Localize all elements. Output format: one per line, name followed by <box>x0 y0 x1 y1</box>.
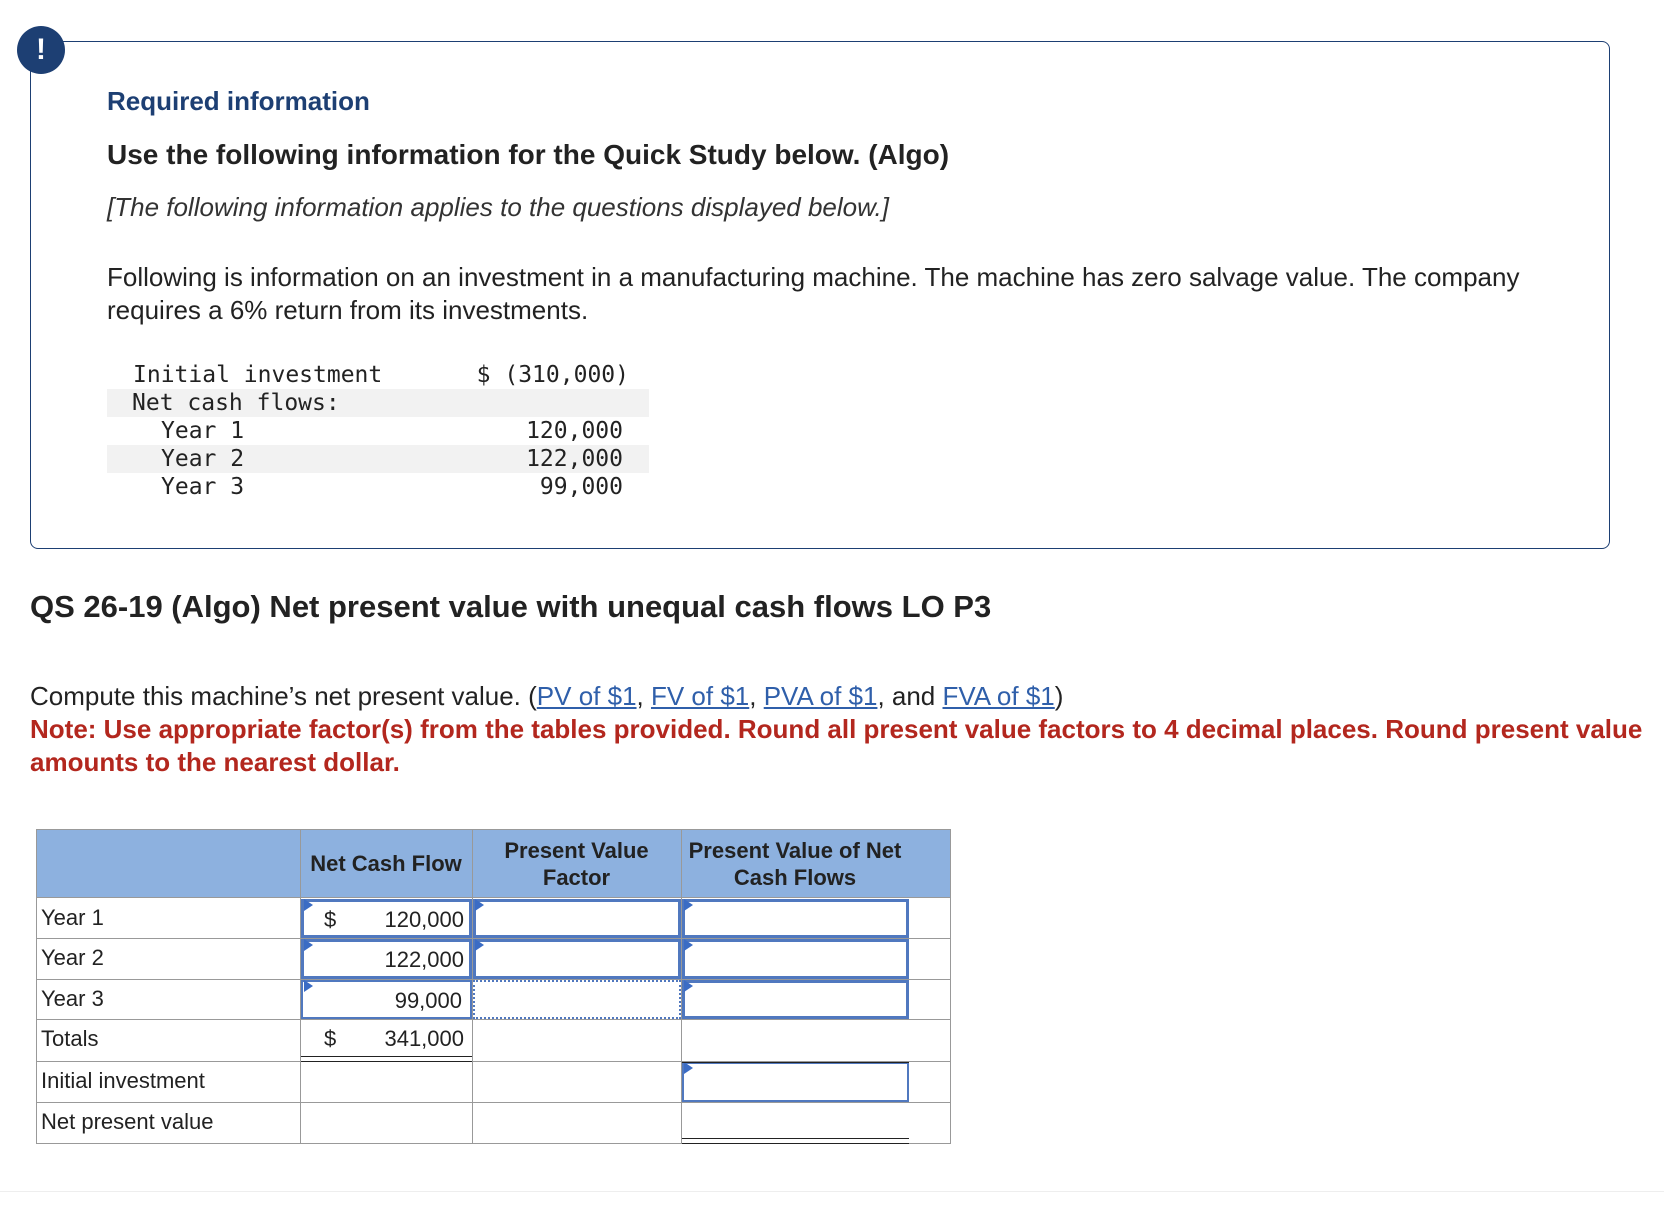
pv-factor-input-year-2[interactable] <box>473 939 681 979</box>
data-label: Year 2 <box>161 446 245 472</box>
question-prompt <box>30 681 1063 712</box>
close-paren: ) <box>1054 681 1064 711</box>
link-separator: , <box>636 681 651 711</box>
question-title: QS 26-19 (Algo) Net present value with unequal cash flows LO P3 <box>30 589 992 624</box>
pv-factor-input-year-1[interactable] <box>473 899 681 938</box>
data-row <box>107 389 649 417</box>
data-value: 120,000 <box>526 418 623 444</box>
prompt-text: Compute this machine’s net present value. ( <box>30 681 537 711</box>
npv-answer-table <box>36 829 951 1144</box>
alert-icon: ! <box>17 26 65 74</box>
data-value: 99,000 <box>539 474 623 500</box>
input-flag-icon <box>684 1062 693 1074</box>
fv-link[interactable]: FV of $1 <box>650 681 750 711</box>
data-row <box>107 361 649 389</box>
data-row <box>107 445 649 473</box>
input-flag-icon <box>304 899 313 911</box>
totals-rule <box>682 1062 909 1063</box>
npv-double-underline <box>682 1138 909 1144</box>
link-separator: , and <box>877 681 943 711</box>
row-label-initial-investment: Initial investment <box>41 1068 205 1093</box>
header-net-cash-flow: Net Cash Flow <box>310 851 462 876</box>
data-value: 122,000 <box>526 446 623 472</box>
data-row <box>107 417 649 445</box>
pva-link[interactable]: PVA of $1 <box>763 681 878 711</box>
row-label-npv: Net present value <box>41 1109 214 1134</box>
row-label-year-1: Year 1 <box>41 905 104 930</box>
cash-flow-value-year-2: 122,000 <box>384 947 464 972</box>
header-pv-net-cash-flows: Present Value of Net Cash Flows <box>688 837 902 890</box>
total-double-underline <box>301 1056 472 1062</box>
row-label-year-2: Year 2 <box>41 945 104 970</box>
input-flag-icon <box>684 939 693 951</box>
initial-investment-input[interactable] <box>682 1062 909 1102</box>
grid-line <box>36 1019 951 1020</box>
pv-link[interactable]: PV of $1 <box>536 681 637 711</box>
data-row <box>107 473 649 501</box>
currency-symbol: $ <box>324 907 337 932</box>
currency-symbol: $ <box>324 1026 337 1051</box>
input-flag-icon <box>684 980 693 992</box>
pv-factor-input-year-3[interactable] <box>473 980 681 1019</box>
input-flag-icon <box>304 980 313 992</box>
required-info-title: Required information <box>107 86 370 116</box>
data-label: Year 1 <box>161 418 245 444</box>
data-label: Initial investment <box>133 362 383 388</box>
data-label: Year 3 <box>161 474 245 500</box>
fva-link[interactable]: FVA of $1 <box>942 681 1055 711</box>
pv-net-cash-input-year-3[interactable] <box>682 980 909 1019</box>
data-value: $ (310,000) <box>476 362 629 388</box>
rounding-note: Note: Use appropriate factor(s) from the tables provided. Round all present value factors to 4 decimal places. Round present value amounts to the nearest dollar. <box>30 714 1643 777</box>
footer-divider <box>0 1191 1664 1192</box>
applies-note: [The following information applies to the questions displayed below.] <box>107 192 889 222</box>
cash-flow-total: 341,000 <box>384 1026 464 1051</box>
link-separator: , <box>749 681 764 711</box>
row-label-totals: Totals <box>41 1026 99 1051</box>
input-flag-icon <box>475 899 484 911</box>
input-flag-icon <box>475 939 484 951</box>
investment-data-table <box>107 361 649 501</box>
info-subtitle: Use the following information for the Quick Study below. (Algo) <box>107 139 950 170</box>
info-paragraph: Following is information on an investment in a manufacturing machine. The machine has zero salvage value. The company requires a 6% return from its investments. <box>107 262 1520 325</box>
input-flag-icon <box>684 899 693 911</box>
header-pv-factor: Present Value Factor <box>504 837 649 890</box>
input-flag-icon <box>304 939 313 951</box>
row-label-year-3: Year 3 <box>41 986 104 1011</box>
data-label: Net cash flows: <box>132 390 340 416</box>
cash-flow-value-year-1: 120,000 <box>384 907 464 932</box>
cash-flow-value-year-3: 99,000 <box>394 988 462 1013</box>
pv-net-cash-input-year-1[interactable] <box>682 899 909 938</box>
pv-net-cash-input-year-2[interactable] <box>682 939 909 979</box>
